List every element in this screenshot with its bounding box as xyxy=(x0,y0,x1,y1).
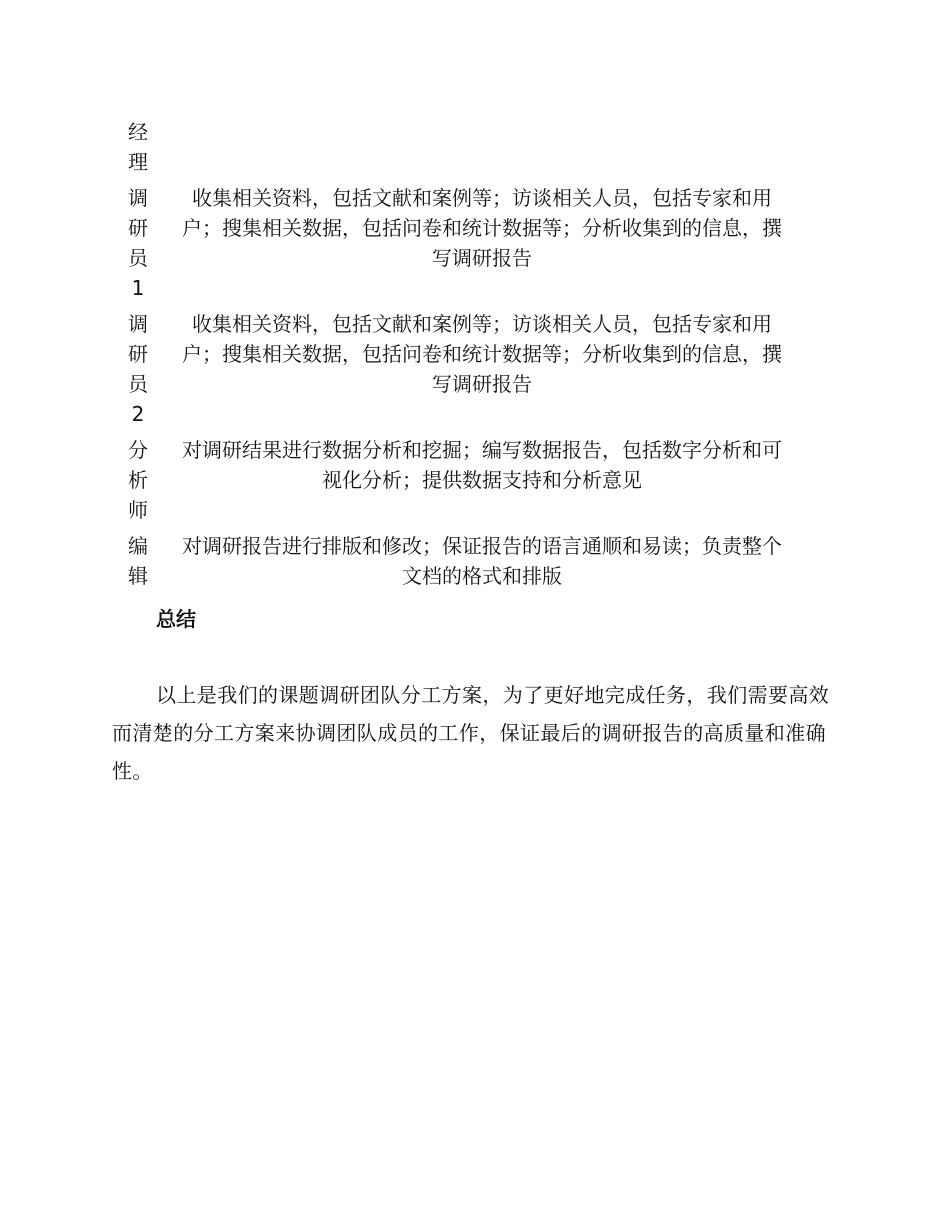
role-name-char: 辑 xyxy=(128,564,148,588)
role-name-char: 师 xyxy=(128,498,148,522)
role-name-char: 研 xyxy=(128,216,148,240)
summary-heading: 总结 xyxy=(156,607,196,631)
role-name-char: 调 xyxy=(128,312,148,336)
role-name-char: 经 xyxy=(128,120,148,144)
summary-paragraph: 以上是我们的课题调研团队分工方案，为了更好地完成任务，我们需要高效而清楚的分工方案来协调团队成员的工作，保证最后的调研报告的高质量和准确性。 xyxy=(112,683,830,783)
role-row-researcher-1 xyxy=(122,183,802,303)
role-name-char: 1 xyxy=(131,276,145,300)
role-name xyxy=(122,183,154,303)
role-description: 收集相关资料，包括文献和案例等；访谈相关人员，包括专家和用户；搜集相关数据，包括问卷和统计数据等；分析收集到的信息，撰写调研报告 xyxy=(182,312,782,396)
role-name xyxy=(122,531,154,591)
role-name xyxy=(122,435,154,525)
role-name-char: 员 xyxy=(128,246,148,270)
role-name-char: 编 xyxy=(128,534,148,558)
role-name-char: 分 xyxy=(128,438,148,462)
role-name-char: 理 xyxy=(128,150,148,174)
role-row-researcher-2 xyxy=(122,309,802,429)
role-row-editor xyxy=(122,531,802,591)
role-row-analyst xyxy=(122,435,802,525)
role-name-char: 2 xyxy=(131,402,145,426)
role-description: 收集相关资料，包括文献和案例等；访谈相关人员，包括专家和用户；搜集相关数据，包括问卷和统计数据等；分析收集到的信息，撰写调研报告 xyxy=(182,186,782,270)
roles-table xyxy=(122,117,802,597)
role-name-char: 调 xyxy=(128,186,148,210)
role-name-char: 析 xyxy=(128,468,148,492)
role-name-char: 研 xyxy=(128,342,148,366)
role-description: 对调研报告进行排版和修改；保证报告的语言通顺和易读；负责整个文档的格式和排版 xyxy=(182,534,782,588)
role-description: 对调研结果进行数据分析和挖掘；编写数据报告，包括数字分析和可视化分析；提供数据支持和分析意见 xyxy=(182,438,782,492)
role-row-manager xyxy=(122,117,802,177)
role-name xyxy=(122,309,154,429)
role-name xyxy=(122,117,154,177)
role-name-char: 员 xyxy=(128,372,148,396)
